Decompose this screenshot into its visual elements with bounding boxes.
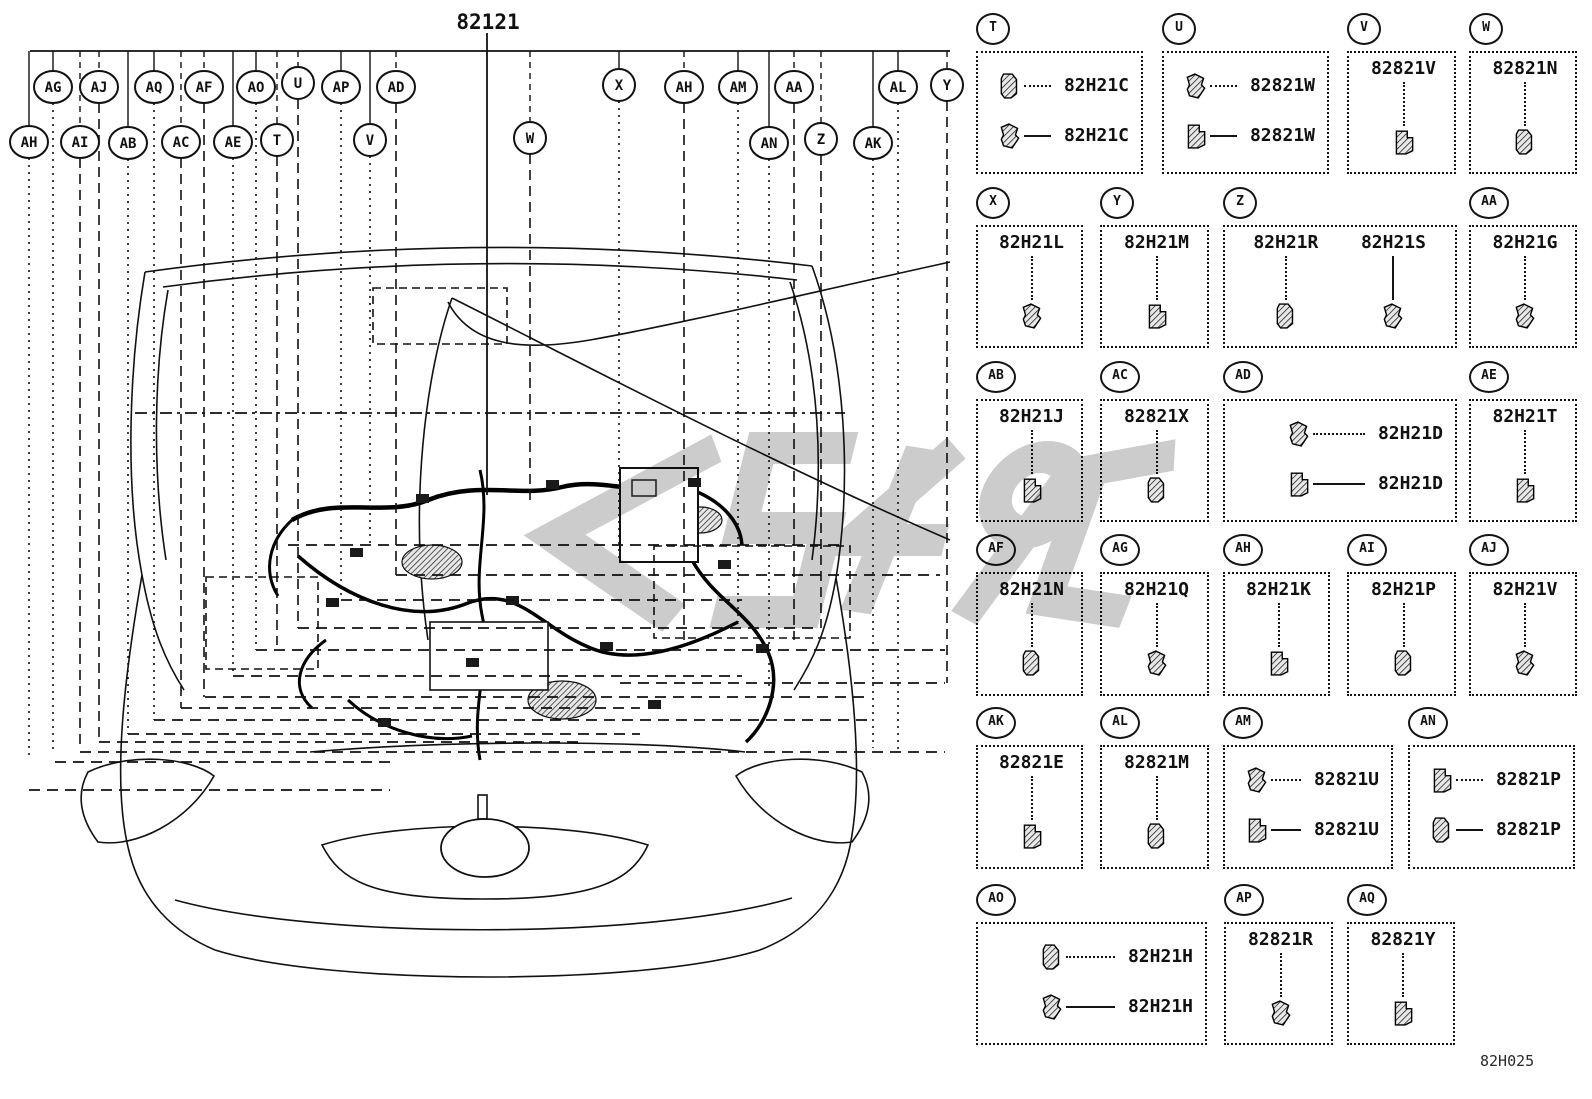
part-number-82H21C[interactable]: 82H21C xyxy=(1063,125,1129,146)
svg-text:AP: AP xyxy=(332,80,350,96)
part-box-AJ xyxy=(1469,541,1577,696)
svg-text:AH: AH xyxy=(20,135,38,151)
svg-text:X: X xyxy=(614,78,624,94)
svg-text:AC: AC xyxy=(172,135,190,151)
part-box-AO xyxy=(976,891,1207,1045)
callout-badge-AB[interactable]: AB xyxy=(976,361,1016,393)
clamp-icon-82H21D xyxy=(1287,471,1311,497)
callout-badge-AC[interactable]: AC xyxy=(1100,361,1140,393)
part-number-82H21L[interactable]: 82H21L xyxy=(998,232,1065,253)
leader-line xyxy=(1156,776,1158,820)
clamp-icon-82821M xyxy=(1145,823,1169,849)
clamp-icon-82821V xyxy=(1392,129,1416,155)
svg-text:AI: AI xyxy=(71,135,89,151)
clamp-icon-82H21V xyxy=(1513,650,1537,676)
callout-badge-Z[interactable]: Z xyxy=(1223,187,1257,219)
leader-line xyxy=(1278,603,1280,647)
clamp-icon-82H21H xyxy=(1040,944,1064,970)
part-box-Y xyxy=(1100,194,1209,348)
leader-line xyxy=(1156,256,1158,300)
part-number-82H21M[interactable]: 82H21M xyxy=(1123,232,1190,253)
leader-line xyxy=(1524,82,1526,126)
part-number-82H21C[interactable]: 82H21C xyxy=(1063,75,1129,96)
part-box-AB xyxy=(976,368,1083,522)
clamp-icon-82821U xyxy=(1245,817,1269,843)
callout-badge-AG[interactable]: AG xyxy=(1100,534,1140,566)
leader-line xyxy=(1392,256,1394,300)
clamp-icon-82821R xyxy=(1269,1000,1293,1026)
svg-text:AK: AK xyxy=(864,136,882,152)
part-box-W xyxy=(1469,20,1577,174)
part-number-82H21P[interactable]: 82H21P xyxy=(1370,579,1437,600)
callout-badge-AE[interactable]: AE xyxy=(1469,361,1509,393)
svg-text:U: U xyxy=(293,76,303,92)
clamp-icon-82H21T xyxy=(1513,477,1537,503)
clamp-icon-82821E xyxy=(1020,823,1044,849)
clamp-icon-82821X xyxy=(1145,477,1169,503)
part-number-82H21H[interactable]: 82H21H xyxy=(1127,946,1193,967)
part-box-AH xyxy=(1223,541,1330,696)
part-box-Z xyxy=(1223,194,1457,348)
clamp-icon-82H21H xyxy=(1040,994,1064,1020)
leader-line xyxy=(1313,433,1365,435)
leader-line xyxy=(1524,256,1526,300)
callout-badge-AL[interactable]: AL xyxy=(1100,707,1140,739)
leader-line xyxy=(1024,135,1051,137)
clamp-icon-82H21G xyxy=(1513,303,1537,329)
part-number-82H21V[interactable]: 82H21V xyxy=(1492,579,1558,600)
callout-badge-AA[interactable]: AA xyxy=(1469,187,1509,219)
leader-line xyxy=(1031,430,1033,474)
part-number-82H21T[interactable]: 82H21T xyxy=(1492,406,1558,427)
leader-line xyxy=(1403,82,1405,126)
main-harness-part-number[interactable]: 82121 xyxy=(456,10,520,34)
leader-line xyxy=(1066,1006,1115,1008)
clamp-icon-82H21C xyxy=(998,123,1022,149)
callout-badge-AP[interactable]: AP xyxy=(1224,884,1264,916)
part-number-82821W[interactable]: 82821W xyxy=(1249,75,1315,96)
part-box-AM xyxy=(1223,714,1393,869)
svg-text:AQ: AQ xyxy=(145,80,163,96)
part-number-82H21D[interactable]: 82H21D xyxy=(1377,423,1443,444)
leader-line xyxy=(1271,829,1301,831)
clamp-icon-82H21J xyxy=(1020,477,1044,503)
svg-text:W: W xyxy=(525,131,535,147)
leader-line xyxy=(1156,603,1158,647)
clamp-icon-82H21M xyxy=(1145,303,1169,329)
part-number-82821Y[interactable]: 82821Y xyxy=(1370,929,1436,950)
part-number-82821W[interactable]: 82821W xyxy=(1249,125,1315,146)
part-box-AP xyxy=(1224,891,1333,1045)
part-box-AK xyxy=(976,714,1083,869)
part-number-82H21J[interactable]: 82H21J xyxy=(998,406,1065,427)
callout-badge-AD[interactable]: AD xyxy=(1223,361,1263,393)
page-code: 82H025 xyxy=(1480,1052,1535,1070)
leader-line xyxy=(1456,829,1483,831)
leader-line xyxy=(1524,430,1526,474)
leader-line xyxy=(1156,430,1158,474)
leader-line xyxy=(1210,85,1237,87)
clamp-icon-82H21P xyxy=(1392,650,1416,676)
part-number-82821P[interactable]: 82821P xyxy=(1495,819,1561,840)
clamp-icon-82821W xyxy=(1184,123,1208,149)
svg-text:V: V xyxy=(365,133,375,149)
part-number-82H21H[interactable]: 82H21H xyxy=(1127,996,1193,1017)
callout-badge-AN[interactable]: AN xyxy=(1408,707,1448,739)
svg-text:T: T xyxy=(272,133,282,149)
svg-text:AD: AD xyxy=(387,80,405,96)
callout-badge-U[interactable]: U xyxy=(1162,13,1196,45)
leader-line xyxy=(1524,603,1526,647)
clamp-icon-82H21Q xyxy=(1145,650,1169,676)
part-number-82821E[interactable]: 82821E xyxy=(998,752,1065,773)
svg-text:AJ: AJ xyxy=(90,80,108,96)
leader-line xyxy=(1456,779,1483,781)
leader-line xyxy=(1031,256,1033,300)
leader-line xyxy=(1066,956,1115,958)
callout-badge-AI[interactable]: AI xyxy=(1347,534,1387,566)
part-number-82821P[interactable]: 82821P xyxy=(1495,769,1561,790)
callout-badge-AJ[interactable]: AJ xyxy=(1469,534,1509,566)
svg-text:AN: AN xyxy=(760,136,778,152)
clamp-icon-82821P xyxy=(1430,817,1454,843)
svg-text:AF: AF xyxy=(195,80,213,96)
svg-text:AA: AA xyxy=(785,80,803,96)
clamp-icon-82H21K xyxy=(1267,650,1291,676)
part-number-82821X[interactable]: 82821X xyxy=(1123,406,1190,427)
leader-line xyxy=(1402,953,1404,997)
callout-badge-V[interactable]: V xyxy=(1347,13,1381,45)
part-number-82821U[interactable]: 82821U xyxy=(1313,819,1379,840)
part-number-82H21G[interactable]: 82H21G xyxy=(1492,232,1558,253)
callout-badge-W[interactable]: W xyxy=(1469,13,1503,45)
part-box-X xyxy=(976,194,1083,348)
clamp-icon-82H21C xyxy=(998,73,1022,99)
part-box-AC xyxy=(1100,368,1209,522)
callout-badge-T[interactable]: T xyxy=(976,13,1010,45)
callout-badge-AM[interactable]: AM xyxy=(1223,707,1263,739)
part-box-V xyxy=(1347,20,1456,174)
callout-badge-AQ[interactable]: AQ xyxy=(1347,884,1387,916)
leader-line xyxy=(1031,776,1033,820)
leader-line xyxy=(1285,256,1287,300)
callout-badge-AO[interactable]: AO xyxy=(976,884,1016,916)
svg-text:AL: AL xyxy=(889,80,907,96)
part-box-AG xyxy=(1100,541,1209,696)
part-box-AD xyxy=(1223,368,1457,522)
part-number-82821N[interactable]: 82821N xyxy=(1492,58,1558,79)
leader-line xyxy=(1403,603,1405,647)
part-box-AL xyxy=(1100,714,1209,869)
part-number-82821V[interactable]: 82821V xyxy=(1370,58,1437,79)
part-box-AA xyxy=(1469,194,1577,348)
clamp-icon-82H21N xyxy=(1020,650,1044,676)
clamp-icon-82H21R xyxy=(1274,303,1298,329)
svg-text:AG: AG xyxy=(44,80,62,96)
leader-line xyxy=(1024,85,1051,87)
callout-badge-AK[interactable]: AK xyxy=(976,707,1016,739)
part-box-AN xyxy=(1408,714,1575,869)
callout-badge-AH[interactable]: AH xyxy=(1223,534,1263,566)
leader-line xyxy=(1210,135,1237,137)
svg-text:AO: AO xyxy=(247,80,265,96)
leader-line xyxy=(1313,483,1365,485)
part-number-82H21K[interactable]: 82H21K xyxy=(1245,579,1312,600)
leader-line xyxy=(1271,779,1301,781)
part-box-AF xyxy=(976,541,1083,696)
clamp-icon-82H21L xyxy=(1020,303,1044,329)
part-number-82821U[interactable]: 82821U xyxy=(1313,769,1379,790)
svg-text:AB: AB xyxy=(119,136,137,152)
callout-badge-X[interactable]: X xyxy=(976,187,1010,219)
clamp-icon-82821P xyxy=(1430,767,1454,793)
svg-text:Z: Z xyxy=(816,132,826,148)
svg-text:AM: AM xyxy=(729,80,747,96)
part-number-82H21D[interactable]: 82H21D xyxy=(1377,473,1443,494)
svg-text:AH: AH xyxy=(675,80,693,96)
clamp-icon-82H21D xyxy=(1287,421,1311,447)
callout-badge-Y[interactable]: Y xyxy=(1100,187,1134,219)
clamp-icon-82821N xyxy=(1513,129,1537,155)
part-number-82H21S[interactable]: 82H21S xyxy=(1360,232,1426,253)
callout-badge-AF[interactable]: AF xyxy=(976,534,1016,566)
clamp-icon-82821Y xyxy=(1391,1000,1415,1026)
part-box-AE xyxy=(1469,368,1577,522)
part-box-U xyxy=(1162,20,1329,174)
leader-line xyxy=(1031,603,1033,647)
leader-line xyxy=(1280,953,1282,997)
part-box-AI xyxy=(1347,541,1456,696)
clamp-icon-82H21S xyxy=(1381,303,1405,329)
part-number-82821R[interactable]: 82821R xyxy=(1247,929,1314,950)
part-number-82821M[interactable]: 82821M xyxy=(1123,752,1190,773)
svg-text:AE: AE xyxy=(224,135,242,151)
clamp-icon-82821W xyxy=(1184,73,1208,99)
part-number-82H21Q[interactable]: 82H21Q xyxy=(1123,579,1190,600)
part-box-AQ xyxy=(1347,891,1455,1045)
part-number-82H21N[interactable]: 82H21N xyxy=(998,579,1065,600)
part-number-82H21R[interactable]: 82H21R xyxy=(1253,232,1319,253)
part-box-T xyxy=(976,20,1143,174)
clamp-icon-82821U xyxy=(1245,767,1269,793)
svg-text:Y: Y xyxy=(942,78,952,94)
